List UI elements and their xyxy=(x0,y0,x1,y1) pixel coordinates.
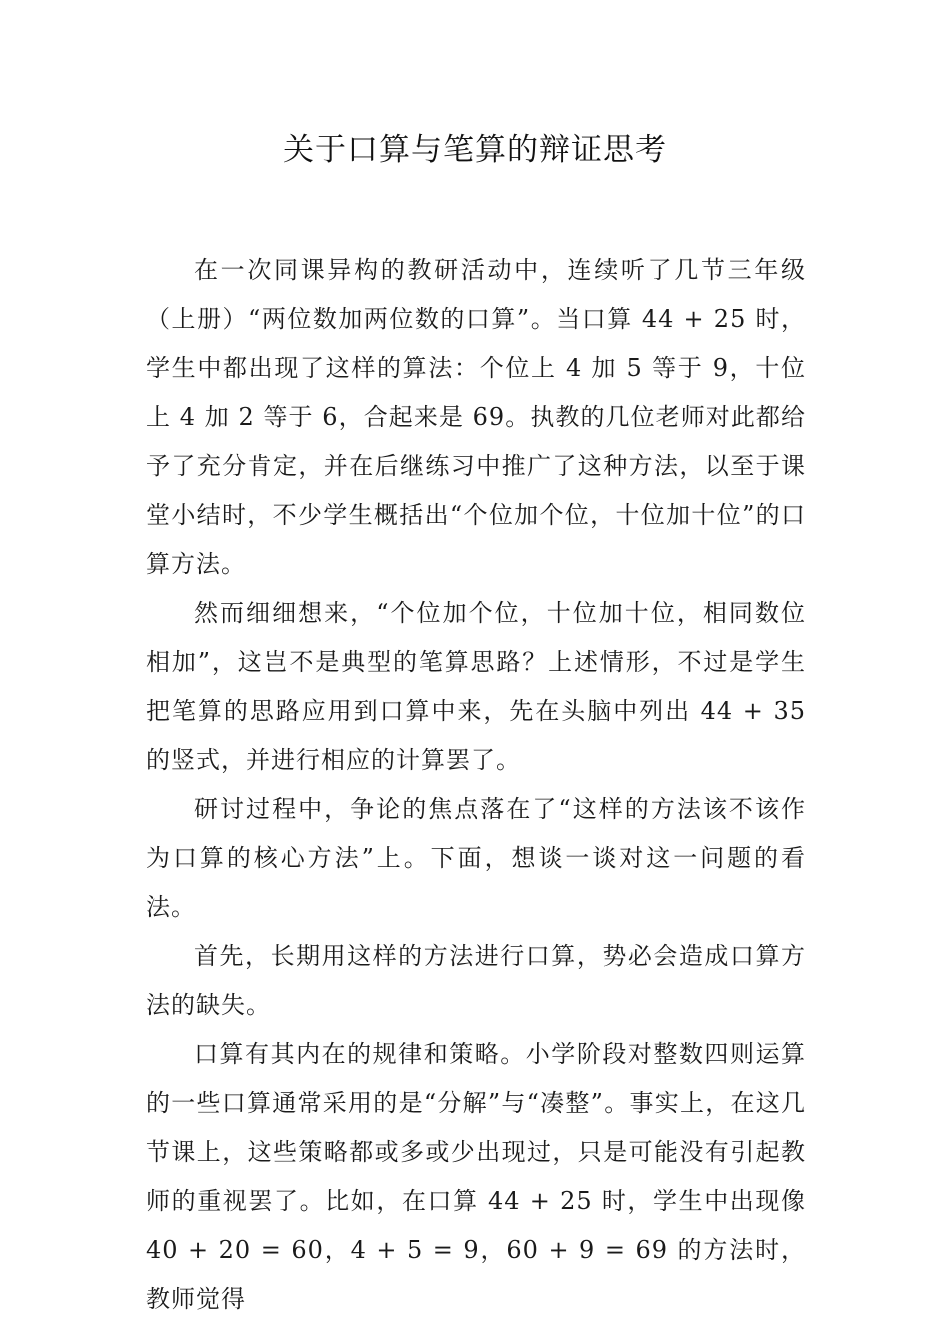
paragraph: 然而细细想来，“个位加个位，十位加十位，相同数位相加”，这岂不是典型的笔算思路？上述情形，不过是学生把笔算的思路应用到口算中来，先在头脑中列出 44 + 35 的竖式，并进行相应的计算罢了。 xyxy=(146,599,806,774)
paragraph: 口算有其内在的规律和策略。小学阶段对整数四则运算的一些口算通常采用的是“分解”与“凑整”。事实上，在这几节课上，这些策略都或多或少出现过，只是可能没有引起教师的重视罢了。比如，在口算 44 + 25 时，学生中出现像 40 + 20 = 60，4 + 5 = 9，60 + 9 = 69 的方法时，教师觉得 xyxy=(146,1040,806,1313)
document-body xyxy=(146,246,806,1324)
paragraph: 在一次同课异构的教研活动中，连续听了几节三年级（上册）“两位数加两位数的口算”。当口算 44 + 25 时，学生中都出现了这样的算法：个位上 4 加 5 等于 9，十位上 4 加 2 等于 6，合起来是 69。执教的几位老师对此都给予了充分肯定，并在后继练习中推广了这种方法，以至于课堂小结时，不少学生概括出“个位加个位，十位加十位”的口算方法。 xyxy=(146,256,806,578)
paragraph: 首先，长期用这样的方法进行口算，势必会造成口算方法的缺失。 xyxy=(146,942,806,1019)
document-title: 关于口算与笔算的辩证思考 xyxy=(283,132,667,168)
paragraph: 研讨过程中，争论的焦点落在了“这样的方法该不该作为口算的核心方法”上。下面，想谈一谈对这一问题的看法。 xyxy=(146,795,806,921)
